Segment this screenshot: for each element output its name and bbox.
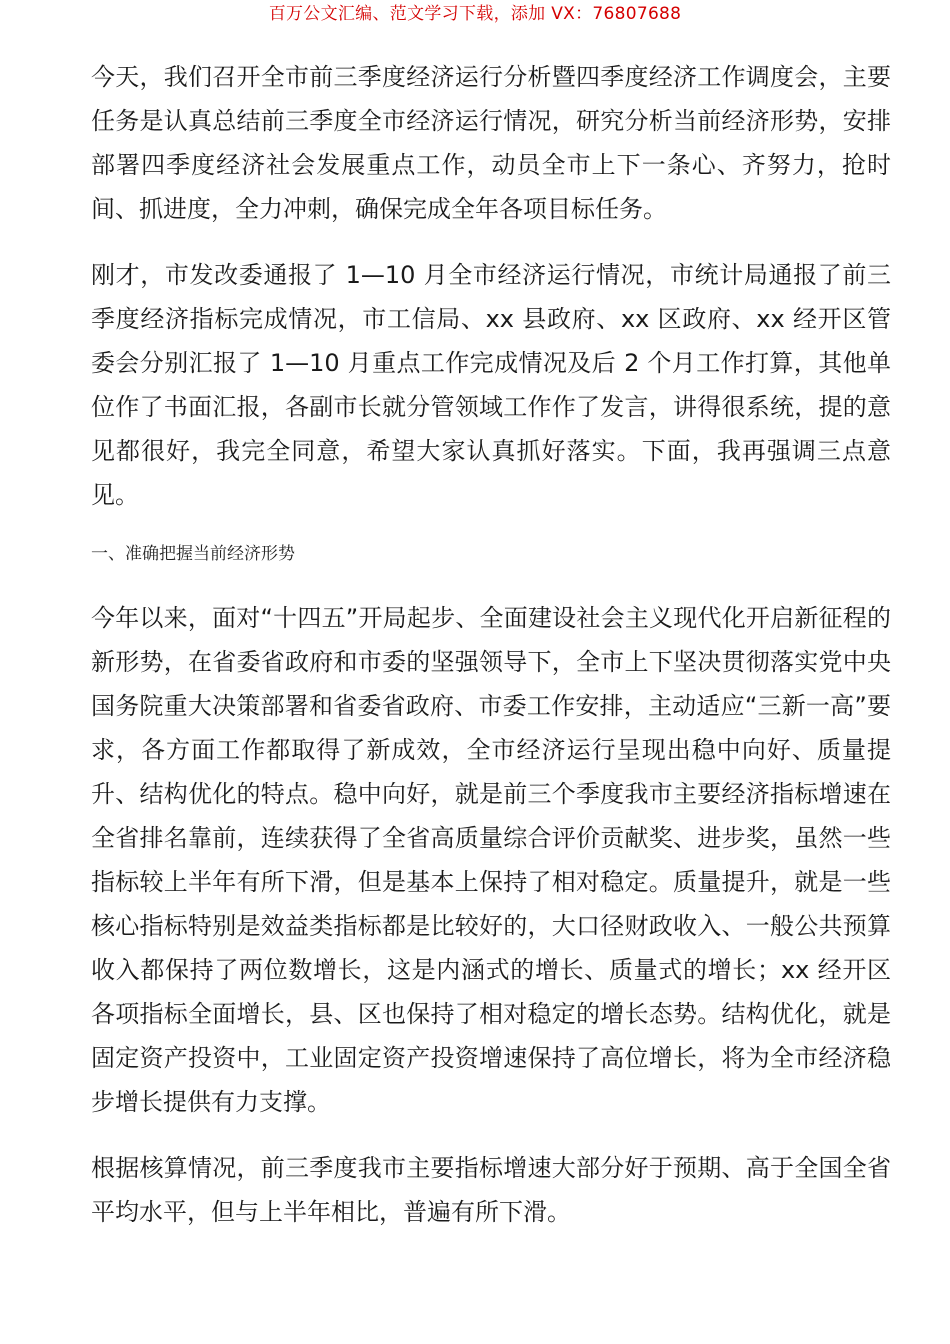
paragraph-accounting: 根据核算情况，前三季度我市主要指标增速大部分好于预期、高于全国全省平均水平，但与上半年相比，普遍有所下滑。 (91, 1154, 891, 1226)
paragraph-opening: 今天，我们召开全市前三季度经济运行分析暨四季度经济工作调度会，主要任务是认真总结前三季度全市经济运行情况，研究分析当前经济形势，安排部署四季度经济社会发展重点工作，动员全市上下一条心、齐努力，抢时间、抓进度，全力冲刺，确保完成全年各项目标任务。 (91, 63, 891, 223)
section-heading: 一、准确把握当前经济形势 (91, 544, 295, 564)
header-banner: 百万公文汇编、范文学习下载，添加 VX：76807688 (268, 4, 682, 24)
document-body (91, 55, 891, 1256)
paragraph-reports: 刚才，市发改委通报了 1—10 月全市经济运行情况，市统计局通报了前三季度经济指标完成情况，市工信局、xx 县政府、xx 区政府、xx 经开区管委会分别汇报了 1—10 月重点工作完成情况及后 2 个月工作打算，其他单位作了书面汇报，各副市长就分管领域工作作了发言，讲得很系统，提的意见都很好，我完全同意，希望大家认真抓好落实。下面，我再强调三点意见。 (91, 261, 891, 509)
paragraph-economic-situation: 今年以来，面对“十四五”开局起步、全面建设社会主义现代化开启新征程的新形势，在省委省政府和市委的坚强领导下，全市上下坚决贯彻落实党中央国务院重大决策部署和省委省政府、市委工作安排，主动适应“三新一高”要求，各方面工作都取得了新成效，全市经济运行呈现出稳中向好、质量提升、结构优化的特点。稳中向好，就是前三个季度我市主要经济指标增速在全省排名靠前，连续获得了全省高质量综合评价贡献奖、进步奖，虽然一些指标较上半年有所下滑，但是基本上保持了相对稳定。质量提升，就是一些核心指标特别是效益类指标都是比较好的，大口径财政收入、一般公共预算收入都保持了两位数增长，这是内涵式的增长、质量式的增长；xx 经开区各项指标全面增长，县、区也保持了相对稳定的增长态势。结构优化，就是固定资产投资中，工业固定资产投资增速保持了高位增长，将为全市经济稳步增长提供有力支撑。 (91, 604, 891, 1116)
